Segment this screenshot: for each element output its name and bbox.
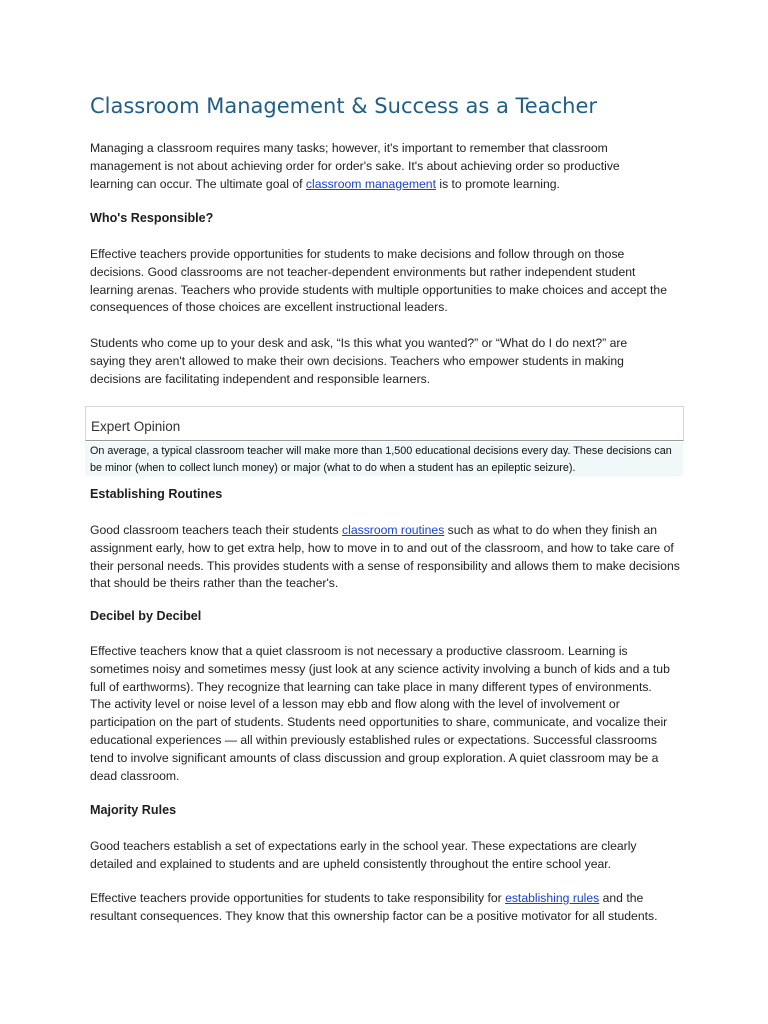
whos-responsible-heading: Who's Responsible? xyxy=(90,211,214,225)
routines-text-end: such as what to do when they finish an assignment early, how to get extra help, how to move in to and out of the classroom, and how to take care of their personal needs. This provides students with a sense of responsibility and allows them to make decisions that should be theirs rather than the teacher's. xyxy=(90,523,680,591)
decibel-paragraph: Effective teachers know that a quiet classroom is not necessary a productive classroom. Learning is sometimes noisy and sometimes messy (just look at any science activity involving a bunch of kids and a tub full of earthworms). They recognize that learning can take place in many different types of environments. The activity level or noise level of a lesson may ebb and flow along with the level of involvement or participation on the part of students. Students need opportunities to share, communicate, and vocalize their educational experiences — all within previously established rules or expectations. Successful classrooms tend to involve significant amounts of class discussion and group exploration. A quiet classroom may be a dead classroom. xyxy=(90,644,670,783)
expert-opinion-box xyxy=(85,406,684,441)
establishing-rules-link[interactable]: establishing rules xyxy=(505,891,600,905)
decibel-heading: Decibel by Decibel xyxy=(90,609,202,623)
whos-responsible-paragraph-2: Students who come up to your desk and ask, “Is this what you wanted?” or “What do I do next?” are saying they aren't allowed to make their own decisions. Teachers who empower students in making decisions are facilitating independent and responsible learners. xyxy=(90,336,628,386)
majority-rules-heading: Majority Rules xyxy=(90,803,177,817)
establishing-routines-heading: Establishing Routines xyxy=(90,487,223,501)
classroom-routines-link[interactable]: classroom routines xyxy=(342,523,445,537)
intro-paragraph xyxy=(90,140,650,193)
majority-rules-paragraph-2 xyxy=(90,890,680,926)
majority-rules-paragraph-1: Good teachers establish a set of expectations early in the school year. These expectations are clearly detailed and explained to students and are upheld consistently throughout the entire school year. xyxy=(90,839,637,871)
expert-opinion-title: Expert Opinion xyxy=(91,419,181,434)
establishing-routines-paragraph xyxy=(90,522,680,593)
routines-text: Good classroom teachers teach their students xyxy=(90,523,343,537)
majority-rules-text-end: and the resultant consequences. They know that this ownership factor can be a positive motivator for all students. xyxy=(90,891,658,923)
page-title: Classroom Management & Success as a Teacher xyxy=(90,94,598,118)
majority-rules-text: Effective teachers provide opportunities for students to take responsibility for xyxy=(90,891,506,905)
intro-text: Managing a classroom requires many tasks; however, it's important to remember that classroom management is not about achieving order for order's sake. It's about achieving order so productive learning can occur. The ultimate goal of xyxy=(90,141,620,191)
expert-opinion-body: On average, a typical classroom teacher will make more than 1,500 educational decisions every day. These decisions can be minor (when to collect lunch money) or major (what to do when a student has an epileptic seizure). xyxy=(85,442,683,476)
whos-responsible-paragraph-1: Effective teachers provide opportunities for students to make decisions and follow through on those decisions. Good classrooms are not teacher-dependent environments but rather independent student learning arenas. Teachers who provide students with multiple opportunities to make choices and accept the consequences of those choices are excellent instructional leaders. xyxy=(90,247,667,315)
classroom-management-link[interactable]: classroom management xyxy=(305,176,436,191)
intro-text-end: is to promote learning. xyxy=(435,176,560,191)
